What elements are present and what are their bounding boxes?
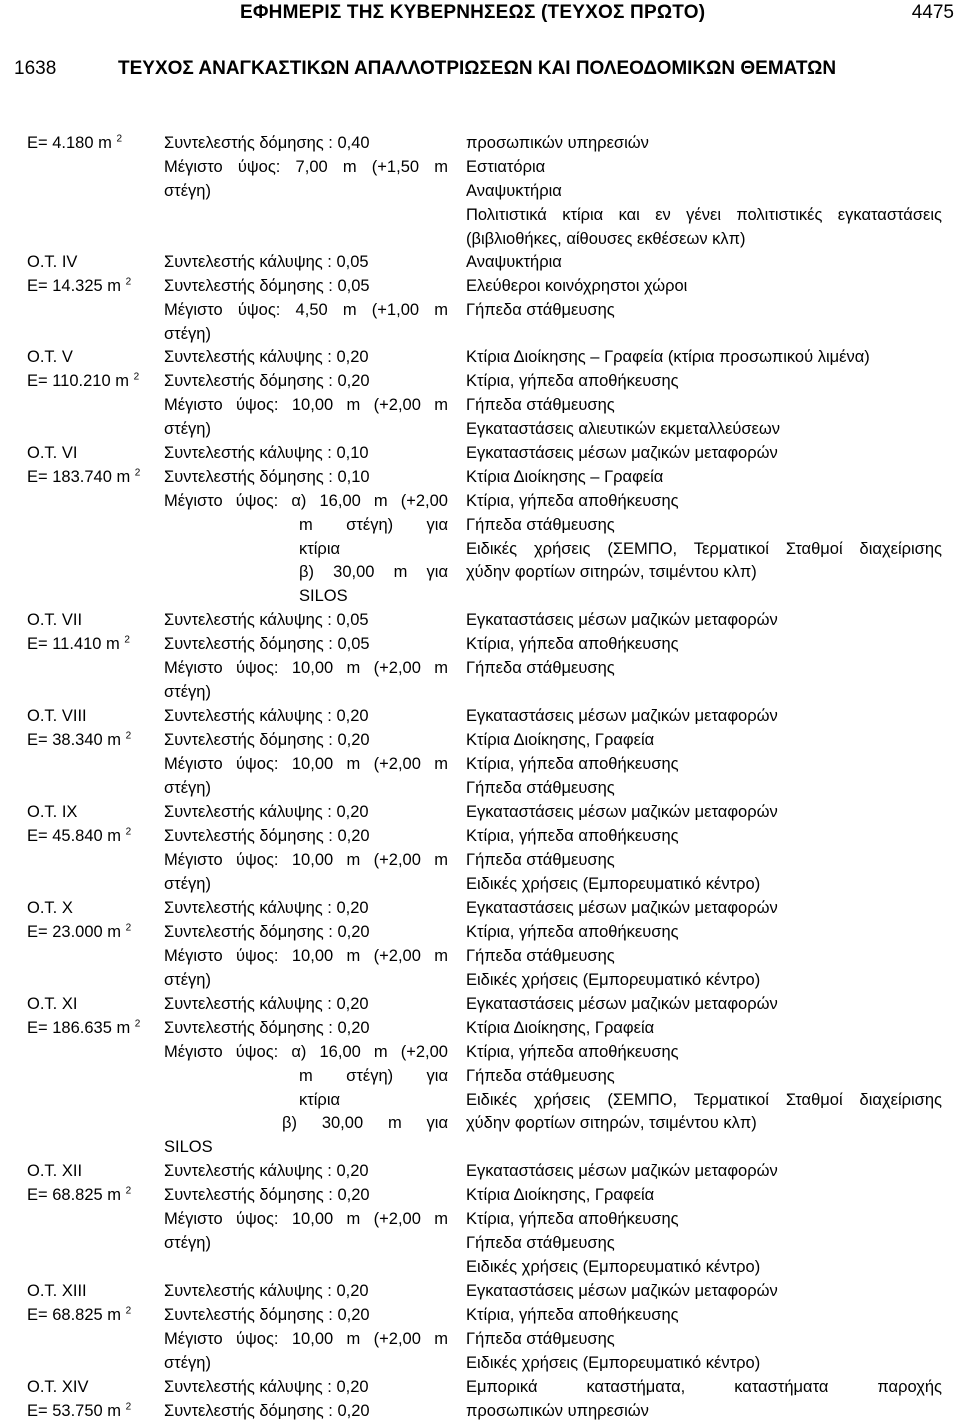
block-id: Ο.Τ. XII bbox=[27, 1162, 83, 1180]
building-term-line: Μέγιστο ύψος: α) 16,00 m (+2,00 bbox=[164, 491, 448, 510]
permitted-use-line: Γήπεδα στάθμευσης bbox=[466, 395, 615, 414]
permitted-uses-cell bbox=[466, 1376, 942, 1424]
area-unit-superscript: 2 bbox=[116, 133, 122, 145]
building-terms-cell bbox=[164, 705, 448, 801]
block-area bbox=[27, 729, 152, 753]
building-term-line: Μέγιστο ύψος: 10,00 m (+2,00 m bbox=[164, 946, 448, 965]
building-term-line: β) 30,00 m για bbox=[282, 1114, 448, 1133]
block-area bbox=[27, 466, 152, 490]
permitted-use-line: Κτίρια, γήπεδα αποθήκευσης bbox=[466, 754, 679, 773]
permitted-use-line: Ειδικές χρήσεις (Εμπορευματικό κέντρο) bbox=[466, 874, 761, 893]
building-terms-cell bbox=[164, 251, 448, 347]
block-id: Ο.Τ. IV bbox=[27, 253, 78, 271]
permitted-uses-cell bbox=[466, 346, 942, 442]
permitted-use-line: Κτίρια, γήπεδα αποθήκευσης bbox=[466, 826, 679, 845]
permitted-use-line: Γήπεδα στάθμευσης bbox=[466, 946, 615, 965]
block-area-value: Ε= 183.740 m bbox=[27, 467, 135, 486]
area-unit-superscript: 2 bbox=[134, 467, 141, 479]
area-unit-superscript: 2 bbox=[133, 371, 140, 383]
permitted-use-line: Γήπεδα στάθμευσης bbox=[466, 658, 615, 677]
block-id: Ο.Τ. XI bbox=[27, 995, 78, 1013]
block-id: Ο.Τ. VII bbox=[27, 611, 83, 629]
block-cell bbox=[27, 993, 152, 1041]
building-term-line: Συντελεστής δόμησης : 0,20 bbox=[164, 371, 370, 390]
building-terms-cell bbox=[164, 346, 448, 442]
permitted-use-line: Αναψυκτήρια bbox=[466, 181, 562, 200]
gazette-title: ΕΦΗΜΕΡΙΣ ΤΗΣ ΚΥΒΕΡΝΗΣΕΩΣ (ΤΕΥΧΟΣ ΠΡΩΤΟ) bbox=[240, 2, 706, 23]
building-term-line: Συντελεστής δόμησης : 0,05 bbox=[164, 634, 370, 653]
building-term-line: στέγη) bbox=[164, 181, 211, 200]
block-cell bbox=[27, 251, 152, 299]
area-unit-superscript: 2 bbox=[125, 730, 132, 742]
building-term-line: στέγη) bbox=[164, 778, 211, 797]
permitted-uses-cell bbox=[466, 132, 942, 251]
permitted-use-line: Γήπεδα στάθμευσης bbox=[466, 778, 615, 797]
permitted-use-line: Ελεύθεροι κοινόχρηστοι χώροι bbox=[466, 276, 688, 295]
building-term-line: Συντελεστής δόμησης : 0,20 bbox=[164, 1401, 370, 1420]
permitted-uses-cell bbox=[466, 705, 942, 801]
building-term-line: Συντελεστής κάλυψης : 0,20 bbox=[164, 1282, 369, 1300]
building-term-line: Συντελεστής δόμησης : 0,05 bbox=[164, 276, 370, 295]
permitted-use-line: Εστιατόρια bbox=[466, 157, 546, 176]
permitted-use-line: Κτίρια, γήπεδα αποθήκευσης bbox=[466, 1305, 679, 1324]
permitted-use-line: Κτίρια Διοίκησης – Γραφεία (κτίρια προσωπικού λιμένα) bbox=[466, 348, 870, 366]
block-id: Ο.Τ. X bbox=[27, 899, 73, 917]
block-area bbox=[27, 921, 152, 945]
block-area bbox=[27, 275, 152, 299]
permitted-use-line: Εγκαταστάσεις αλιευτικών εκμεταλλεύσεων bbox=[466, 419, 781, 438]
permitted-use-line: Γήπεδα στάθμευσης bbox=[466, 515, 615, 534]
permitted-use-line: Αναψυκτήρια bbox=[466, 253, 562, 271]
block-area bbox=[27, 633, 152, 657]
building-term-line: Συντελεστής κάλυψης : 0,20 bbox=[164, 1162, 369, 1180]
area-unit-superscript: 2 bbox=[125, 1185, 132, 1197]
building-term-line: Συντελεστής δόμησης : 0,10 bbox=[164, 467, 370, 486]
permitted-use-line: Κτίρια, γήπεδα αποθήκευσης bbox=[466, 1042, 679, 1061]
permitted-use-line: προσωπικών υπηρεσιών bbox=[466, 134, 649, 152]
permitted-use-line: Εγκαταστάσεις μέσων μαζικών μεταφορών bbox=[466, 899, 778, 917]
building-term-line: στέγη) bbox=[164, 970, 211, 989]
area-unit-superscript: 2 bbox=[124, 634, 130, 646]
permitted-uses-cell bbox=[466, 993, 942, 1136]
block-cell bbox=[27, 705, 152, 753]
permitted-use-line: χύδην φορτίων σιτηρών, τσιμέντου κλπ) bbox=[466, 1114, 757, 1133]
permitted-uses-cell bbox=[466, 801, 942, 897]
building-term-line: Μέγιστο ύψος: 10,00 m (+2,00 m bbox=[164, 850, 448, 869]
permitted-use-line: Ειδικές χρήσεις (Εμπορευματικό κέντρο) bbox=[466, 970, 761, 989]
building-term-line: Μέγιστο ύψος: 7,00 m (+1,50 m bbox=[164, 157, 448, 176]
permitted-use-line: Γήπεδα στάθμευσης bbox=[466, 1066, 615, 1085]
area-unit-superscript: 2 bbox=[125, 1305, 132, 1317]
permitted-use-line: Εμπορικά καταστήματα, καταστήματα παροχής bbox=[466, 1378, 942, 1396]
block-cell bbox=[27, 132, 152, 156]
building-term-line: Συντελεστής δόμησης : 0,20 bbox=[164, 730, 370, 749]
block-cell bbox=[27, 609, 152, 657]
permitted-uses-cell bbox=[466, 897, 942, 993]
area-unit-superscript: 2 bbox=[125, 1401, 132, 1413]
block-area-value: Ε= 68.825 m bbox=[27, 1305, 126, 1324]
building-terms-cell bbox=[164, 1376, 448, 1424]
block-area-value: Ε= 68.825 m bbox=[27, 1185, 126, 1204]
block-area-value: Ε= 53.750 m bbox=[27, 1401, 126, 1420]
permitted-use-line: Εγκαταστάσεις μέσων μαζικών μεταφορών bbox=[466, 1282, 778, 1300]
area-unit-superscript: 2 bbox=[125, 276, 132, 288]
permitted-use-line: Κτίρια Διοίκησης, Γραφεία bbox=[466, 1018, 655, 1037]
area-unit-superscript: 2 bbox=[125, 826, 132, 838]
building-term-line: Μέγιστο ύψος: 10,00 m (+2,00 m bbox=[164, 1329, 448, 1348]
block-area bbox=[27, 1400, 152, 1424]
block-area-value: Ε= 45.840 m bbox=[27, 826, 126, 845]
permitted-use-line: προσωπικών υπηρεσιών bbox=[466, 1401, 649, 1420]
building-term-line: Συντελεστής κάλυψης : 0,20 bbox=[164, 899, 369, 917]
block-cell bbox=[27, 801, 152, 849]
block-id: Ο.Τ. XIV bbox=[27, 1378, 89, 1396]
block-area-value: Ε= 4.180 m bbox=[27, 134, 117, 152]
building-term-line: στέγη) bbox=[164, 1233, 211, 1252]
permitted-uses-cell bbox=[466, 1280, 942, 1376]
block-cell bbox=[27, 897, 152, 945]
block-area-value: Ε= 38.340 m bbox=[27, 730, 126, 749]
building-term-line: SILOS bbox=[164, 1138, 213, 1157]
permitted-use-line: Εγκαταστάσεις μέσων μαζικών μεταφορών bbox=[466, 707, 778, 725]
area-unit-superscript: 2 bbox=[134, 1018, 141, 1030]
permitted-use-line: Κτίρια Διοίκησης, Γραφεία bbox=[466, 1185, 655, 1204]
permitted-use-line: Εγκαταστάσεις μέσων μαζικών μεταφορών bbox=[466, 995, 778, 1013]
permitted-use-line: Κτίρια Διοίκησης – Γραφεία bbox=[466, 467, 664, 486]
building-term-line: Συντελεστής κάλυψης : 0,10 bbox=[164, 444, 369, 462]
building-term-line: κτίρια bbox=[299, 1090, 341, 1109]
block-area-value: Ε= 23.000 m bbox=[27, 922, 126, 941]
building-term-line: m στέγη) για bbox=[299, 515, 448, 534]
building-term-line: Συντελεστής κάλυψης : 0,20 bbox=[164, 348, 369, 366]
building-terms-cell bbox=[164, 897, 448, 993]
building-term-line: Συντελεστής δόμησης : 0,20 bbox=[164, 1185, 370, 1204]
permitted-use-line: Εγκαταστάσεις μέσων μαζικών μεταφορών bbox=[466, 1162, 778, 1180]
building-term-line: στέγη) bbox=[164, 324, 211, 343]
block-cell bbox=[27, 1376, 152, 1424]
building-term-line: Συντελεστής κάλυψης : 0,05 bbox=[164, 253, 369, 271]
building-terms-cell bbox=[164, 609, 448, 705]
building-term-line: Μέγιστο ύψος: 10,00 m (+2,00 m bbox=[164, 395, 448, 414]
building-term-line: Συντελεστής δόμησης : 0,20 bbox=[164, 1018, 370, 1037]
permitted-use-line: Γήπεδα στάθμευσης bbox=[466, 300, 615, 319]
building-term-line: Συντελεστής κάλυψης : 0,20 bbox=[164, 1378, 369, 1396]
block-area bbox=[27, 370, 152, 394]
building-terms-cell bbox=[164, 1280, 448, 1376]
block-cell bbox=[27, 346, 152, 394]
block-area-value: Ε= 14.325 m bbox=[27, 276, 126, 295]
permitted-uses-cell bbox=[466, 442, 942, 585]
permitted-use-line: Κτίρια, γήπεδα αποθήκευσης bbox=[466, 1209, 679, 1228]
block-area-value: Ε= 11.410 m bbox=[27, 634, 125, 653]
permitted-use-line: Γήπεδα στάθμευσης bbox=[466, 1329, 615, 1348]
block-id: Ο.Τ. XIII bbox=[27, 1282, 87, 1300]
building-term-line: SILOS bbox=[299, 587, 348, 606]
permitted-use-line: Κτίρια, γήπεδα αποθήκευσης bbox=[466, 491, 679, 510]
building-terms-cell bbox=[164, 801, 448, 897]
block-id: Ο.Τ. IX bbox=[27, 803, 78, 821]
permitted-use-line: Ειδικές χρήσεις (ΣΕΜΠΟ, Τερματικοί Σταθμοί διαχείρισης bbox=[466, 539, 942, 558]
permitted-uses-cell bbox=[466, 609, 942, 681]
building-term-line: στέγη) bbox=[164, 682, 211, 701]
building-term-line: Συντελεστής κάλυψης : 0,20 bbox=[164, 803, 369, 821]
building-term-line: Μέγιστο ύψος: α) 16,00 m (+2,00 bbox=[164, 1042, 448, 1061]
building-term-line: m στέγη) για bbox=[299, 1066, 448, 1085]
building-term-line: Μέγιστο ύψος: 10,00 m (+2,00 m bbox=[164, 754, 448, 773]
block-id: Ο.Τ. VIII bbox=[27, 707, 87, 725]
permitted-use-line: Κτίρια, γήπεδα αποθήκευσης bbox=[466, 922, 679, 941]
building-term-line: κτίρια bbox=[299, 539, 341, 558]
building-terms-cell bbox=[164, 132, 448, 204]
permitted-use-line: Γήπεδα στάθμευσης bbox=[466, 1233, 615, 1252]
permitted-uses-cell bbox=[466, 251, 942, 323]
gazette-page-number: 4475 bbox=[911, 2, 954, 23]
permitted-use-line: Εγκαταστάσεις μέσων μαζικών μεταφορών bbox=[466, 611, 778, 629]
building-term-line: Συντελεστής δόμησης : 0,20 bbox=[164, 826, 370, 845]
building-term-line: Μέγιστο ύψος: 4,50 m (+1,00 m bbox=[164, 300, 448, 319]
block-area-value: Ε= 186.635 m bbox=[27, 1018, 135, 1037]
building-term-line: Συντελεστής δόμησης : 0,40 bbox=[164, 134, 370, 152]
issue-number: 1638 bbox=[14, 58, 57, 79]
building-term-line: στέγη) bbox=[164, 419, 211, 438]
building-term-line: Συντελεστής δόμησης : 0,20 bbox=[164, 922, 370, 941]
permitted-use-line: Κτίρια, γήπεδα αποθήκευσης bbox=[466, 371, 679, 390]
permitted-use-line: Εγκαταστάσεις μέσων μαζικών μεταφορών bbox=[466, 803, 778, 821]
permitted-use-line: Ειδικές χρήσεις (Εμπορευματικό κέντρο) bbox=[466, 1353, 761, 1372]
building-term-line: στέγη) bbox=[164, 874, 211, 893]
permitted-use-line: Ειδικές χρήσεις (Εμπορευματικό κέντρο) bbox=[466, 1257, 761, 1276]
permitted-use-line: Πολιτιστικά κτίρια και εν γένει πολιτιστικές εγκαταστάσεις bbox=[466, 205, 942, 224]
permitted-use-line: Γήπεδα στάθμευσης bbox=[466, 850, 615, 869]
permitted-use-line: Κτίρια, γήπεδα αποθήκευσης bbox=[466, 634, 679, 653]
permitted-use-line: χύδην φορτίων σιτηρών, τσιμέντου κλπ) bbox=[466, 563, 757, 582]
block-cell bbox=[27, 1160, 152, 1208]
issue-title: ΤΕΥΧΟΣ ΑΝΑΓΚΑΣΤΙΚΩΝ ΑΠΑΛΛΟΤΡΙΩΣΕΩΝ ΚΑΙ ΠΟΛΕΟΔΟΜΙΚΩΝ ΘΕΜΑΤΩΝ bbox=[118, 58, 837, 79]
permitted-use-line: Εγκαταστάσεις μέσων μαζικών μεταφορών bbox=[466, 444, 778, 462]
area-unit-superscript: 2 bbox=[125, 922, 132, 934]
building-term-line: Συντελεστής κάλυψης : 0,20 bbox=[164, 995, 369, 1013]
building-terms-cell bbox=[164, 442, 448, 609]
building-term-line: β) 30,00 m για bbox=[299, 563, 448, 582]
building-term-line: Συντελεστής δόμησης : 0,20 bbox=[164, 1305, 370, 1324]
building-term-line: Μέγιστο ύψος: 10,00 m (+2,00 m bbox=[164, 1209, 448, 1228]
block-cell bbox=[27, 442, 152, 490]
block-id: Ο.Τ. VI bbox=[27, 444, 78, 462]
permitted-use-line: Ειδικές χρήσεις (ΣΕΜΠΟ, Τερματικοί Σταθμοί διαχείρισης bbox=[466, 1090, 942, 1109]
block-area bbox=[27, 1184, 152, 1208]
building-terms-cell bbox=[164, 993, 448, 1160]
block-area bbox=[27, 132, 152, 156]
building-term-line: Μέγιστο ύψος: 10,00 m (+2,00 m bbox=[164, 658, 448, 677]
block-area bbox=[27, 1017, 152, 1041]
building-term-line: Συντελεστής κάλυψης : 0,05 bbox=[164, 611, 369, 629]
block-area-value: Ε= 110.210 m bbox=[27, 371, 134, 390]
building-term-line: στέγη) bbox=[164, 1353, 211, 1372]
building-terms-cell bbox=[164, 1160, 448, 1256]
permitted-uses-cell bbox=[466, 1160, 942, 1279]
block-area bbox=[27, 1304, 152, 1328]
block-area bbox=[27, 825, 152, 849]
block-cell bbox=[27, 1280, 152, 1328]
building-term-line: Συντελεστής κάλυψης : 0,20 bbox=[164, 707, 369, 725]
permitted-use-line: (βιβλιοθήκες, αίθουσες εκθέσεων κλπ) bbox=[466, 229, 746, 248]
block-id: Ο.Τ. V bbox=[27, 348, 73, 366]
permitted-use-line: Κτίρια Διοίκησης, Γραφεία bbox=[466, 730, 655, 749]
